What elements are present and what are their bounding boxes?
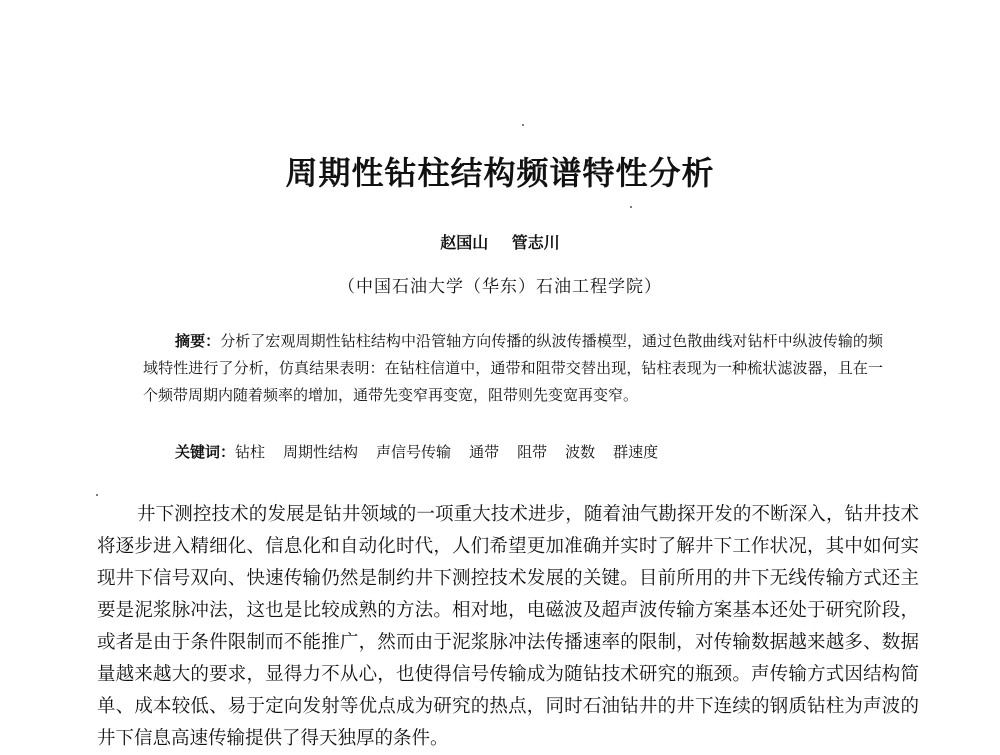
abstract-text: 分析了宏观周期性钻柱结构中沿管轴方向传播的纵波传播模型，通过色散曲线对钻杆中纵波传输的频域特性进行了分析，仿真结果表明：在钻柱信道中，通带和阻带交替出现，钻柱表现为一种梳状滤波器，且在一个频带周期内随着频率的增加，通带先变窄再变宽，阻带则先变宽再变窄。 <box>143 332 883 404</box>
affiliation-line: （中国石油大学（华东）石油工程学院） <box>338 277 662 297</box>
keyword: 通带 <box>469 443 500 461</box>
keyword: 周期性结构 <box>283 443 359 461</box>
scan-speck <box>96 494 98 496</box>
scan-speck <box>630 206 632 208</box>
paper-title: 周期性钻柱结构频谱特性分析 <box>285 154 715 192</box>
keyword: 阻带 <box>517 443 548 461</box>
body-paragraph: 井下测控技术的发展是钻井领域的一项重大技术进步，随着油气勘探开发的不断深入，钻井技术将逐步进入精细化、信息化和自动化时代，人们希望更加准确并实时了解井下工作状况，其中如何实现井下信号双向、快速传输仍然是制约井下测控技术发展的关键。目前所用的井下无线传输方式还主要是泥浆脉冲法，这也是比较成熟的方法。相对地，电磁波及超声波传输方案基本还处于研究阶段，或者是由于条件限制而不能推广，然而由于泥浆脉冲法传播速率的限制，对传输数据越来越多、数据量越来越大的要求，显得力不从心，也使得信号传输成为随钻技术研究的瓶颈。声传输方式因结构简单、成本较低、易于定向发射等优点成为研究的热点，同时石油钻井的井下连续的钢质钻柱为声波的井下信息高速传输提供了得天独厚的条件。 <box>97 504 919 749</box>
keyword: 群速度 <box>613 443 659 461</box>
keyword: 钻柱 <box>235 443 266 461</box>
keyword: 波数 <box>565 443 596 461</box>
author-line: 赵国山 管志川 <box>440 233 560 252</box>
keywords <box>175 439 895 466</box>
keyword: 声信号传输 <box>376 443 452 461</box>
scan-speck <box>522 124 524 126</box>
keywords-label: 关键词： <box>175 443 236 461</box>
abstract-label: 摘要： <box>175 332 221 350</box>
abstract <box>143 328 883 409</box>
